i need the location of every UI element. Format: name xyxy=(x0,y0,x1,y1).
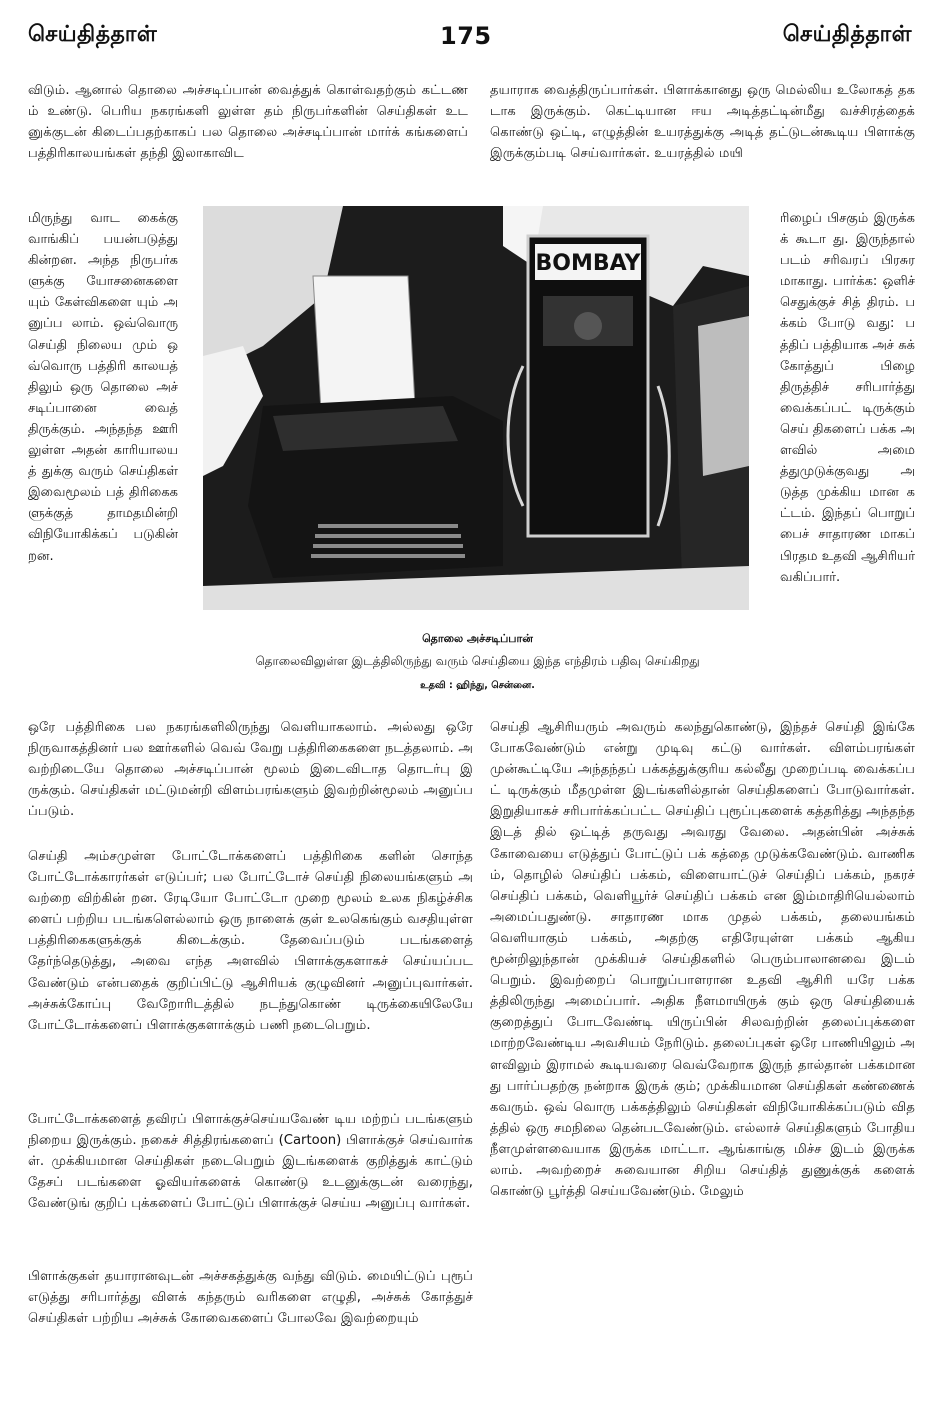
paragraph-news-photos: செய்தி அம்சமுள்ள போட்டோக்களைப் பத்திரிகை களின் சொந்த போட்டோக்காரர்கள் எடுப்பர்; பல போட்டோச் செய்தி நிலையங்களும் அவற்றை விற்கின் றன. ரேடியோ போட்டோ முறை மூலம் உலக நிகழ்ச்சிகளைப் பற்றிய படங்களெல்லாம் ஒரு நாளைக் குள் உலகெங்கும் வசதியுள்ள பத்திரிகைகளுக்குக் கிடைக்கும். தேவைப்படும் படங்களைத் தேர்ந்தெடுத்து, அவை எந்த அளவில் பிளாக்குகளாகச் செய்யப்பட வேண்டும் என்பதைக் குறிப்பிட்டு ஆசிரியக் குழுவினர் அனுப்புவார்கள். அச்சுக்கோப்பு வேறோரிடத்தில் நடந்துகொண் டிருக்கையிலேயே போட்டோக்களைப் பிளாக்குகளாக்கும் பணி நடைபெறும். xyxy=(28,849,473,1033)
paragraph-block-making: தயாராக வைத்திருப்பார்கள். பிளாக்கானது ஒரு மெல்லிய உலோகத் தகடாக இருக்கும். கெட்டியான ஈய அடித்தட்டின்மீது வச்சிரத்தைக் கொண்டு ஒட்டி, எழுத்தின் உயரத்துக்கு அடித் தட்டுடன்கூடிய பிளாக்கு இருக்கும்படி செய்வார்கள். உயரத்தில் மயி xyxy=(490,83,915,162)
figure-caption: தொலைவிலுள்ள இடத்திலிருந்து வரும் செய்தியை இந்த எந்திரம் பதிவு செய்கிறது xyxy=(255,654,700,668)
paragraph-teleprinter-cost: விடும். ஆனால் தொலை அச்சடிப்பான் வைத்துக் கொள்வதற்கும் கட்டணம் உண்டு. பெரிய நகரங்களி லுள்ள தம் நிருபர்களின் செய்திகள் உடனுக்குடன் கிடைப்பதற்காகப் பல தொலை அச்சடிப்பான் மார்க் கங்களைப் பத்திரிகாலயங்கள் தந்தி இலாகாவிட xyxy=(28,83,468,162)
paragraph-narrow-right: ரிழைப் பிசகும் இருக்கக் கூடா து. இருந்தால் படம் சரிவரப் பிரசுரமாகாது. பார்க்க: ஒளிச் செதுக்குச் சித் திரம். பக்கம் போடு வது: பத்திப் பத்தியாக அச் சுக் கோத்துப் பிழை திருத்திச் சரிபார்த்து வைக்கப்பட் டிருக்கும் செய் திகளைப் பக்க அளவில் அமை த்துமுடுக்குவது அடுத்த முக்கிய மான கட்டம். இந்தப் பொறுப் பைச் சாதாரண மாகப் பிரதம உதவி ஆசிரியர் வகிப்பார். xyxy=(780,211,915,585)
running-header-left: செய்தித்தாள் xyxy=(28,22,158,47)
paragraph-cartoons-maps: போட்டோக்களைத் தவிரப் பிளாக்குச்செய்யவேண் டிய மற்றப் படங்களும் நிறைய இருக்கும். நகைச் சித்திரங்களைப் (Cartoon) பிளாக்குச் செய்வார்கள். முக்கியமான செய்திகள் நடைபெறும் இடங்களைக் குறித்துக் காட்டும் தேசப் படங்களை ஓவியர்களைக் கொண்டு உடனுக்குடன் வரைந்து, வேண்டுங் குறிப் புக்களைப் போட்டுப் பிளாக்குச் செய்ய அனுப்பு வார்கள். xyxy=(28,1112,473,1212)
running-header-right: செய்தித்தாள் xyxy=(782,22,912,47)
figure-title: தொலை அச்சடிப்பான் xyxy=(422,632,533,645)
paragraph-blocks-ready: பிளாக்குகள் தயாரானவுடன் அச்சகத்துக்கு வந்து விடும். மையிட்டுப் புரூப் எடுத்து சரிபார்த்து விளக் கந்தரும் வரிகளை எழுதி, அச்சுக் கோத்துச் செய்திகள் பற்றிய அச்சுக் கோவைகளைப் போலவே இவற்றையும் xyxy=(28,1269,473,1327)
paragraph-page-makeup: செய்தி ஆசிரியரும் அவரும் கலந்துகொண்டு, இந்தச் செய்தி இங்கே போகவேண்டும் என்று முடிவு கட்டு வார்கள். விளம்பரங்கள் முன்கூட்டியே அந்தந்தப் பக்கத்துக்குரிய கல்லீது முறைப்படி வைக்கப்பட் டிருக்கும் மீதமுள்ள இடங்களில்தான் செய்திகளைப் போடுவார்கள். இறுதியாகச் சரிபார்க்கப்பட்ட செய்திப் புரூப்புகளைக் கத்தரித்து அந்தந்த இடத் தில் ஒட்டித் தருவது அவரது வேலை. அதன்பின் அச்சுக் கோவையை எடுத்துப் போட்டுப் பக் கத்தை முடுக்கவேண்டும். வாணிகம், தொழில் செய்திப் பக்கம், விளையாட்டுச் செய்திப் பக்கம், நகரச் செய்திப் பக்கம், வெளியூர்ச் செய்திப் பக்கம் என இம்மாதிரியெல்லாம் அமைப்பதுண்டு. சாதாரண மாக முதல் பக்கம், தலையங்கம் வெளியாகும் பக்கம், அதற்கு எதிரேயுள்ள பக்கம் ஆகிய மூன்றிலுந்தான் முக்கியச் செய்திகளில் பெரும்பாலானவை இடம் பெறும். இவற்றைப் பொறுப்பாளரான உதவி ஆசிரி யரே பக்கத்திலிருந்து அமைப்பார். அதிக நீளமாயிருக் கும் ஒரு செய்தியைக் குறைத்துப் போடவேண்டி யிருப்பின் சிலவற்றின் தலைப்புக்களை மாற்றவேண்டிய அவசியம் நேரிடும். தலைப்புகள் ஒரே பாணியிலும் அளவிலும் இராமல் கூடியவரை வெவ்வேறாக இருந் தால்தான் பக்கமானது பார்ப்பதற்கு நன்றாக இருக் கும்; முக்கியமான செய்திகள் கண்ணைக் கவரும். ஒவ் வொரு பக்கத்திலும் செய்திகள் விநியோகிக்கப்படும் விதத்தில் ஒரு சமநிலை தென்படவேண்டும். எல்லாச் செய்திகளும் போதிய நீளமுள்ளவையாக இருக்க மாட்டா. ஆங்காங்கு மிச்ச இடம் இருக்கலாம். அவற்றைச் சுவையான சிறிய செய்தித் துணுக்குக் களைக் கொண்டு பூர்த்தி செய்யவேண்டும். மேலும் xyxy=(490,720,915,1200)
paragraph-multiple-editions: ஒரே பத்திரிகை பல நகரங்களிலிருந்து வெளியாகலாம். அல்லது ஒரே நிருவாகத்தினர் பல ஊர்களில் வெவ் வேறு பத்திரிகைகளை நடத்தலாம். அவற்றிடையே தொலை அச்சடிப்பான் மூலம் இடைவிடாத தொடர்பு இருக்கும். செய்திகள் மட்டுமன்றி விளம்பரங்களும் இவற்றின்மூலம் அனுப்பப்படும். xyxy=(28,720,473,820)
teleprinter-photo xyxy=(203,206,749,610)
paragraph-narrow-left: மிருந்து வாட கைக்கு வாங்கிப் பயன்படுத்து கின்றன. அந்த நிருபர்களுக்கு யோசனைகளை யும் கேள்விகளை யும் அனுப்ப லாம். ஒவ்வொரு செய்தி நிலைய மும் ஒவ்வொரு பத்திரி காலயத் திலும் ஒரு தொலை அச் சடிப்பானை வைத் திருக்கும். அந்தந்த ஊரி லுள்ள அதன் காரியாலயத் துக்கு வரும் செய்திகள் இவைமூலம் பத் திரிகைகளுக்குத் தாமதமின்றி விநியோகிக்கப் படுகின் றன. xyxy=(28,211,178,564)
teleprinter-photo-graphic xyxy=(203,206,749,610)
figure-credit: உதவி : ஹிந்து, சென்னை. xyxy=(420,680,535,691)
bombay-sign: BOMBAY xyxy=(535,251,641,276)
page-number: 175 xyxy=(440,22,492,50)
